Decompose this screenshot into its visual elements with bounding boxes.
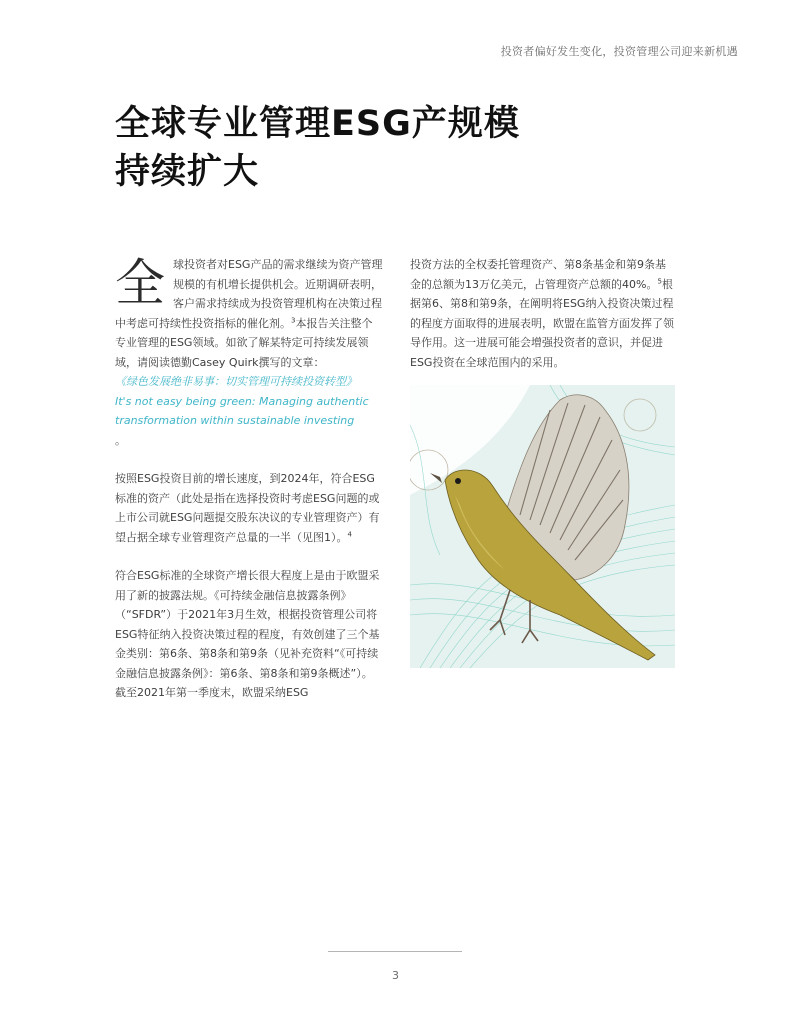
bird-illustration [410, 385, 675, 668]
paragraph-growth [115, 469, 383, 547]
sfdr-text: 符合ESG标准的全球资产增长很大程度上是由于欧盟采用了新的披露法规。《可持续金融信息披露条例》（“SFDR”）于2021年3月生效，根据投资管理公司将ESG特征纳入投资决策过程的程度，有效创建了三个基金类别：第6条、第8条和第9条（见补充资料“《可持续金融信息披露条例》：第6条、第8条和第9条概述”）。截至2021年第一季度末，欧盟采纳ESG [115, 569, 380, 699]
link-trailing-punctuation: 。 [115, 433, 126, 447]
growth-text: 按照ESG投资目前的增长速度，到2024年，符合ESG标准的资产（此处是指在选择投资时考虑ESG问题的或上市公司就ESG问题提交股东决议的专业管理资产）有望占据全球专业管理资产总量的一半（见图1）。 [115, 472, 380, 544]
paragraph-intro [115, 255, 383, 450]
left-column [115, 255, 383, 722]
right-column [410, 255, 676, 391]
paragraph-sfdr [115, 566, 383, 703]
footer-divider [328, 951, 462, 952]
page-number: 3 [392, 969, 399, 982]
footnote-ref: 4 [347, 529, 352, 538]
article-link-chinese[interactable]: 《绿色发展绝非易事：切实管理可持续投资转型》 [115, 375, 357, 388]
paragraph-continued [410, 255, 676, 372]
drop-cap: 全 [115, 254, 165, 312]
footnote-ref: 3 [291, 315, 296, 324]
article-link[interactable] [115, 372, 383, 431]
intro-text-continued: 本报告关注整个专业管理的ESG领域。如欲了解某特定可持续发展领域，请阅读德勤Casey Quirk撰写的文章： [115, 316, 373, 369]
continued-text-2: 根据第6、第8和第9条，在阐明将ESG纳入投资决策过程的程度方面取得的进展表明，欧盟在监管方面发挥了领导作用。这一进展可能会增强投资者的意识，并促进ESG投资在全球范围内的采用。 [410, 277, 674, 369]
bird-photo [410, 385, 675, 668]
footnote-ref: 5 [657, 276, 662, 285]
title-line-1: 全球专业管理ESG产规模 [115, 104, 520, 144]
page-title [115, 100, 520, 196]
title-line-2: 持续扩大 [115, 152, 260, 192]
article-link-english[interactable]: It's not easy being green: Managing authentic transformation within sustainable investing [115, 394, 369, 427]
continued-text: 投资方法的全权委托管理资产、第8条基金和第9条基金的总额为13万亿美元，占管理资产总额的40%。 [410, 258, 666, 291]
running-header: 投资者偏好发生变化，投资管理公司迎来新机遇 [500, 45, 738, 58]
intro-text: 球投资者对ESG产品的需求继续为资产管理规模的有机增长提供机会。近期调研表明，客户需求持续成为投资管理机构在决策过程中考虑可持续性投资指标的催化剂。 [115, 258, 383, 330]
